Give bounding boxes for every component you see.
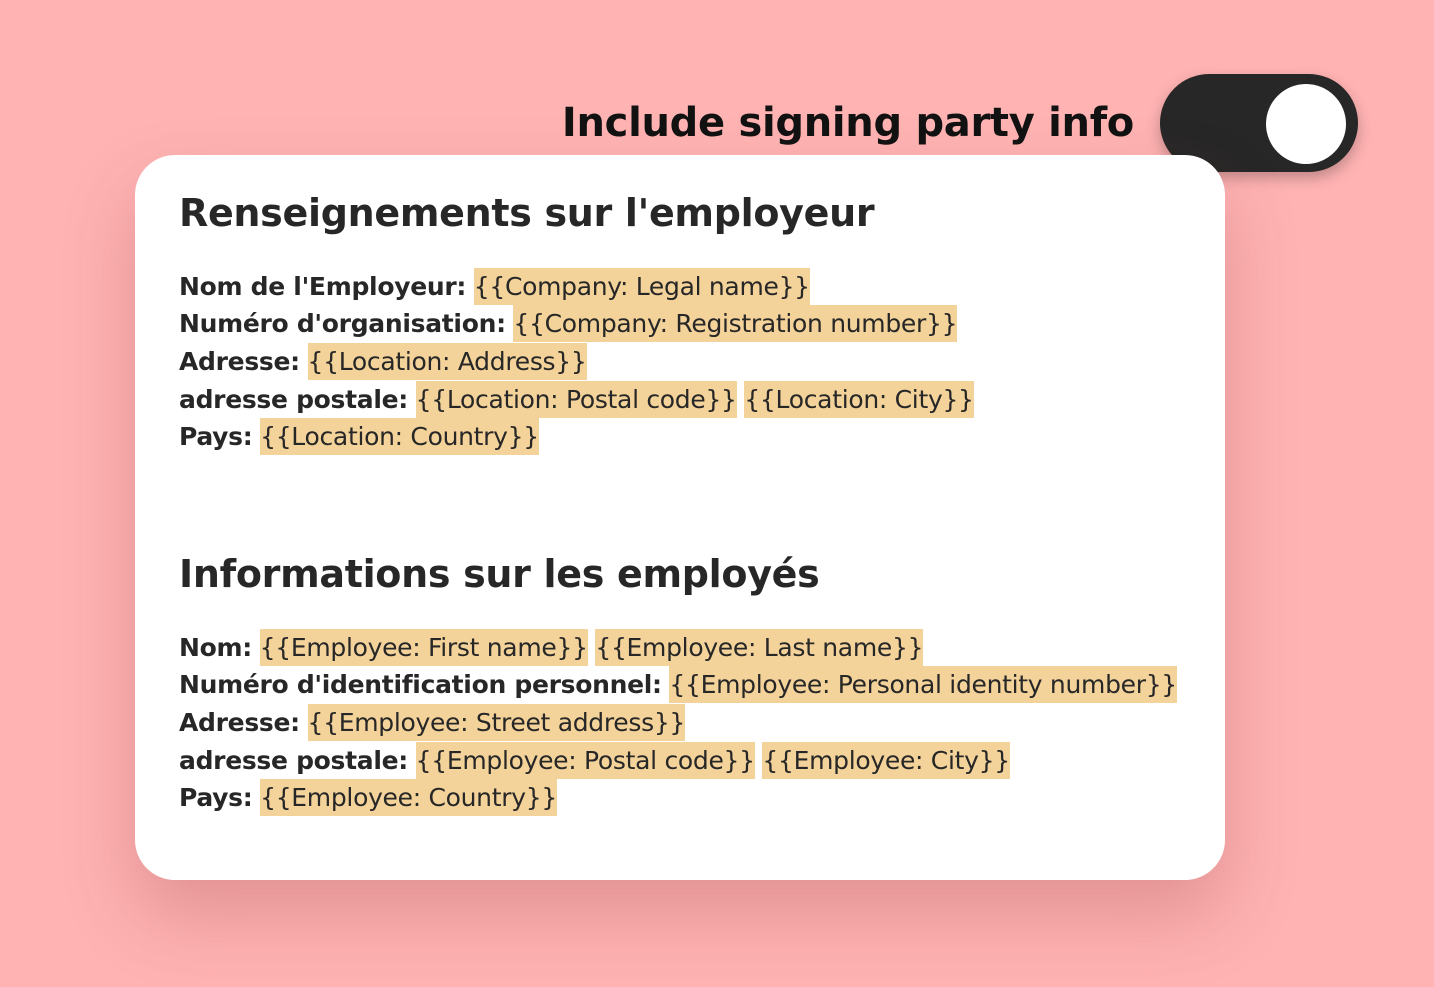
field-row-employer-country bbox=[179, 418, 1225, 456]
field-row-employee-address bbox=[179, 704, 1225, 742]
employer-section-title: Renseignements sur l'employeur bbox=[179, 191, 875, 235]
placeholder-token[interactable]: {{Employee: Street address}} bbox=[308, 704, 686, 741]
placeholder-token[interactable]: {{Employee: City}} bbox=[762, 742, 1009, 779]
field-row-personal-id bbox=[179, 666, 1225, 704]
field-row-employer-address bbox=[179, 343, 1225, 381]
toggle-knob bbox=[1266, 84, 1346, 164]
employee-section bbox=[179, 552, 1225, 817]
field-label: Adresse: bbox=[179, 708, 300, 737]
field-label: adresse postale: bbox=[179, 384, 408, 414]
placeholder-token[interactable]: {{Employee: First name}} bbox=[260, 629, 588, 666]
placeholder-token[interactable]: {{Location: Postal code}} bbox=[416, 381, 737, 418]
employee-fields bbox=[179, 629, 1225, 817]
field-label: Pays: bbox=[179, 783, 253, 813]
field-label: adresse postale: bbox=[179, 745, 408, 775]
field-label: Numéro d'identification personnel: bbox=[179, 670, 662, 700]
field-label: Numéro d'organisation: bbox=[179, 309, 506, 339]
placeholder-token[interactable]: {{Employee: Last name}} bbox=[595, 629, 923, 666]
employee-section-title: Informations sur les employés bbox=[179, 552, 820, 597]
placeholder-token[interactable]: {{Company: Registration number}} bbox=[513, 305, 957, 342]
placeholder-token[interactable]: {{Location: Address}} bbox=[308, 343, 587, 380]
document-card bbox=[135, 155, 1225, 880]
placeholder-token[interactable]: {{Location: Country}} bbox=[260, 418, 539, 455]
placeholder-token[interactable]: {{Company: Legal name}} bbox=[474, 268, 810, 305]
field-label: Pays: bbox=[179, 422, 253, 452]
field-label: Nom de l'Employeur: bbox=[179, 271, 467, 301]
field-row-employer-postal bbox=[179, 381, 1225, 419]
field-row-employee-country bbox=[179, 779, 1225, 817]
field-row-employee-postal bbox=[179, 742, 1225, 780]
field-row-organisation-number bbox=[179, 305, 1225, 343]
field-row-employee-name bbox=[179, 629, 1225, 667]
toggle-label: Include signing party info bbox=[561, 100, 1134, 146]
employer-section bbox=[179, 191, 1225, 456]
placeholder-token[interactable]: {{Employee: Country}} bbox=[260, 779, 557, 816]
field-label: Adresse: bbox=[179, 346, 300, 376]
placeholder-token[interactable]: {{Employee: Personal identity number}} bbox=[669, 666, 1177, 703]
placeholder-token[interactable]: {{Employee: Postal code}} bbox=[416, 742, 755, 779]
placeholder-token[interactable]: {{Location: City}} bbox=[744, 381, 973, 418]
employer-fields bbox=[179, 268, 1225, 456]
field-row-employer-name bbox=[179, 268, 1225, 306]
field-label: Nom: bbox=[179, 632, 252, 662]
